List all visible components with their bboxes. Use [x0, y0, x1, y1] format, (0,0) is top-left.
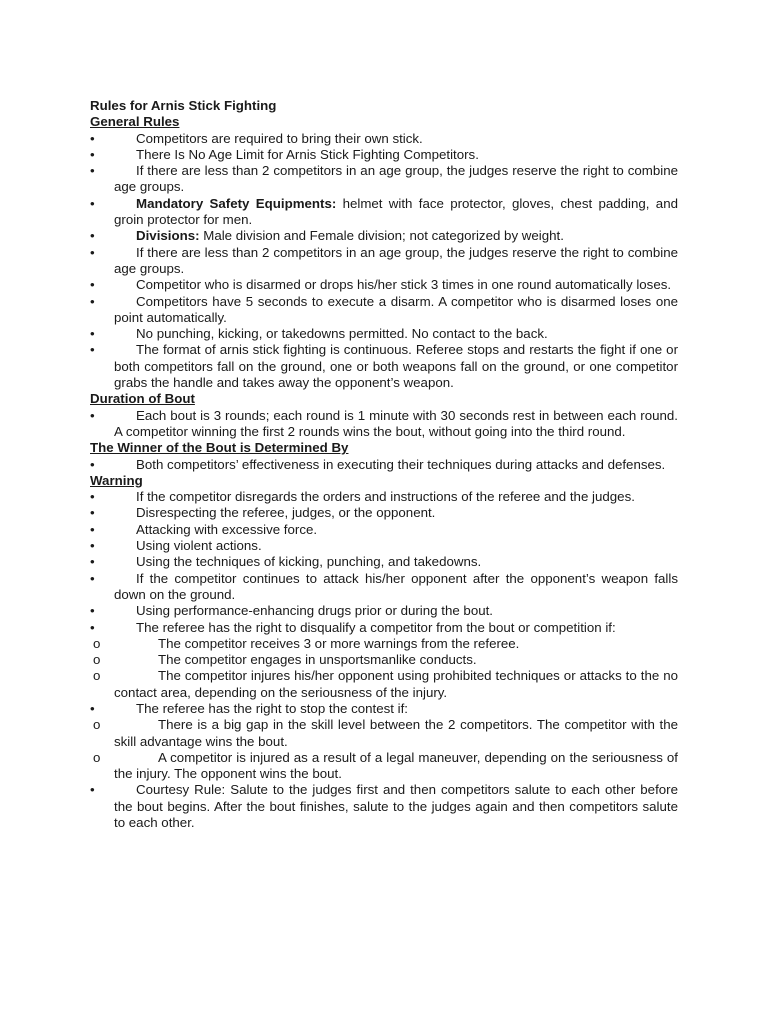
- item-text: No punching, kicking, or takedowns permitted. No contact to the back.: [136, 326, 548, 342]
- item-text: If there are less than 2 competitors in an age group, the judges reserve the right to combine age groups.: [114, 244, 678, 276]
- bullet-icon: •: [90, 489, 95, 505]
- bullet-list: [90, 131, 678, 392]
- list-item: [90, 147, 678, 163]
- item-text: The format of arnis stick fighting is continuous. Referee stops and restarts the fight if one or both competitors fall on the ground, one or both weapons fall on the ground, or one competitor grabs the handle and takes away the opponent’s weapon.: [114, 342, 678, 391]
- sub-list-item: [90, 652, 678, 668]
- bullet-icon: •: [90, 163, 95, 179]
- document-title: Rules for Arnis Stick Fighting: [90, 98, 277, 113]
- sub-item-text: The competitor engages in unsportsmanlike conducts.: [158, 652, 477, 668]
- bullet-icon: •: [90, 538, 95, 554]
- sub-list-item: [90, 668, 678, 701]
- sub-item-text: The competitor injures his/her opponent using prohibited techniques or attacks to the no contact area, depending on the seriousness of the injury.: [114, 668, 678, 700]
- bullet-icon: •: [90, 228, 95, 244]
- sections-container: [90, 114, 678, 831]
- list-item: [90, 701, 678, 717]
- list-item: [90, 408, 678, 441]
- bullet-icon: •: [90, 570, 95, 586]
- bullet-list: [90, 457, 678, 473]
- list-item: [90, 522, 678, 538]
- list-item: [90, 620, 678, 636]
- item-text: Competitors are required to bring their own stick.: [136, 130, 423, 146]
- list-item: [90, 603, 678, 619]
- list-item: [90, 505, 678, 521]
- bullet-icon: •: [90, 521, 95, 537]
- item-text: If the competitor disregards the orders and instructions of the referee and the judges.: [136, 489, 635, 505]
- sub-bullet-list: [90, 636, 678, 701]
- bullet-list: [90, 408, 678, 441]
- list-item: [90, 782, 678, 831]
- list-item: [90, 163, 678, 196]
- sub-list-item: [90, 636, 678, 652]
- section-heading: The Winner of the Bout is Determined By: [90, 440, 349, 456]
- item-text: Male division and Female division; not categorized by weight.: [199, 228, 564, 244]
- item-bold-label: Divisions:: [136, 228, 200, 244]
- bullet-icon: •: [90, 146, 95, 162]
- bullet-list: [90, 489, 678, 831]
- sub-bullet-icon: o: [93, 635, 101, 651]
- item-text: The referee has the right to disqualify a competitor from the bout or competition if:: [136, 619, 616, 635]
- item-text: Using violent actions.: [136, 538, 262, 554]
- bullet-icon: •: [90, 456, 95, 472]
- list-item: [90, 131, 678, 147]
- item-text: Attacking with excessive force.: [136, 521, 318, 537]
- item-text: The referee has the right to stop the contest if:: [136, 700, 409, 716]
- sub-bullet-icon: o: [93, 652, 101, 668]
- item-text: If the competitor continues to attack his/her opponent after the opponent’s weapon falls down on the ground.: [114, 570, 678, 602]
- bullet-icon: •: [90, 195, 95, 211]
- sub-list-container: [90, 717, 678, 782]
- item-text: Disrespecting the referee, judges, or the opponent.: [136, 505, 436, 521]
- item-text: helmet with face protector, gloves, chest padding, and groin protector for men.: [114, 195, 678, 228]
- bullet-icon: •: [90, 782, 95, 798]
- sub-list-item: [90, 750, 678, 783]
- list-item: [90, 326, 678, 342]
- item-text: Competitor who is disarmed or drops his/her stick 3 times in one round automatically loses.: [136, 277, 672, 293]
- bullet-icon: •: [90, 619, 95, 635]
- list-item: [90, 538, 678, 554]
- section-heading: Duration of Bout: [90, 391, 195, 407]
- bullet-icon: •: [90, 277, 95, 293]
- bullet-icon: •: [90, 505, 95, 521]
- bullet-icon: •: [90, 342, 95, 358]
- bullet-icon: •: [90, 293, 95, 309]
- list-item: [90, 489, 678, 505]
- item-text: Both competitors’ effectiveness in executing their techniques during attacks and defenses.: [136, 456, 666, 472]
- list-item: [90, 294, 678, 327]
- item-text: There Is No Age Limit for Arnis Stick Fighting Competitors.: [136, 146, 479, 162]
- sub-list-item: [90, 717, 678, 750]
- section-heading: Warning: [90, 472, 143, 488]
- list-item: [90, 245, 678, 278]
- bullet-icon: •: [90, 603, 95, 619]
- sub-list-container: [90, 636, 678, 701]
- sub-bullet-icon: o: [93, 668, 101, 684]
- list-item: [90, 277, 678, 293]
- list-item: [90, 554, 678, 570]
- list-item: [90, 228, 678, 244]
- bullet-icon: •: [90, 407, 95, 423]
- sub-bullet-icon: o: [93, 717, 101, 733]
- bullet-icon: •: [90, 554, 95, 570]
- bullet-icon: •: [90, 244, 95, 260]
- list-item: [90, 571, 678, 604]
- bullet-icon: •: [90, 326, 95, 342]
- bullet-icon: •: [90, 700, 95, 716]
- item-bold-label: Mandatory Safety Equipments:: [136, 195, 337, 211]
- sub-item-text: There is a big gap in the skill level between the 2 competitors. The competitor with the skill advantage wins the bout.: [114, 717, 678, 749]
- sub-bullet-list: [90, 717, 678, 782]
- list-item: [90, 457, 678, 473]
- item-text: If there are less than 2 competitors in an age group, the judges reserve the right to combine age groups.: [114, 163, 678, 195]
- item-text: Each bout is 3 rounds; each round is 1 minute with 30 seconds rest in between each round. A competitor winning the first 2 rounds wins the bout, without going into the third round.: [114, 407, 678, 439]
- bullet-icon: •: [90, 130, 95, 146]
- sub-item-text: A competitor is injured as a result of a legal maneuver, depending on the seriousness of the injury. The opponent wins the bout.: [114, 749, 678, 782]
- list-item: [90, 196, 678, 229]
- item-text: Using performance-enhancing drugs prior or during the bout.: [136, 603, 494, 619]
- sub-item-text: The competitor receives 3 or more warnings from the referee.: [158, 635, 520, 651]
- item-text: Using the techniques of kicking, punching, and takedowns.: [136, 554, 482, 570]
- item-text: Competitors have 5 seconds to execute a disarm. A competitor who is disarmed loses one point automatically.: [114, 293, 678, 325]
- section-heading: General Rules: [90, 114, 180, 130]
- document-page: [90, 98, 678, 831]
- list-item: [90, 342, 678, 391]
- item-text: Courtesy Rule: Salute to the judges first and then competitors salute to each other before the bout begins. After the bout finishes, salute to the judges again and then competitors salute to each other.: [114, 782, 678, 831]
- sub-bullet-icon: o: [93, 749, 101, 765]
